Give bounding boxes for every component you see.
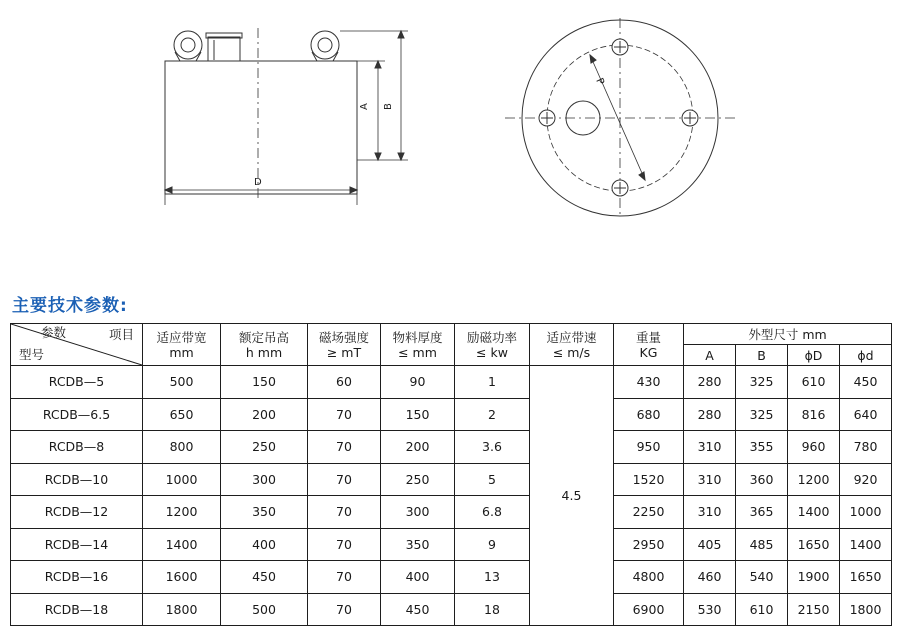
cell-field-strength: 70 bbox=[308, 431, 381, 464]
cell-dim-outer-diameter: 1650 bbox=[788, 528, 840, 561]
cell-weight: 2950 bbox=[614, 528, 684, 561]
cell-rated-height: 500 bbox=[221, 593, 308, 626]
header-dim-b: B bbox=[736, 345, 788, 366]
cell-dim-outer-diameter: 1400 bbox=[788, 496, 840, 529]
cell-model: RCDB—8 bbox=[11, 431, 143, 464]
cell-excitation-power: 6.8 bbox=[455, 496, 530, 529]
cell-material-thickness: 350 bbox=[381, 528, 455, 561]
cell-dim-b: 325 bbox=[736, 366, 788, 399]
cell-material-thickness: 400 bbox=[381, 561, 455, 594]
cell-dim-outer-diameter: 816 bbox=[788, 398, 840, 431]
cell-dim-a: 280 bbox=[684, 366, 736, 399]
cell-field-strength: 60 bbox=[308, 366, 381, 399]
header-dim-outer-diameter: ϕD bbox=[788, 345, 840, 366]
cell-material-thickness: 200 bbox=[381, 431, 455, 464]
cell-rated-height: 450 bbox=[221, 561, 308, 594]
cell-dim-b: 360 bbox=[736, 463, 788, 496]
dim-label-d: D bbox=[254, 177, 262, 188]
cell-dim-b: 610 bbox=[736, 593, 788, 626]
spec-table bbox=[10, 323, 892, 626]
corner-label-params: 参数 bbox=[41, 325, 67, 340]
cell-dim-b: 355 bbox=[736, 431, 788, 464]
table-row bbox=[11, 366, 892, 399]
header-excitation-power: 励磁功率 ≤ kw bbox=[455, 324, 530, 366]
cell-model: RCDB—18 bbox=[11, 593, 143, 626]
cell-model: RCDB—16 bbox=[11, 561, 143, 594]
cell-dim-inner-diameter: 1650 bbox=[840, 561, 892, 594]
table-row bbox=[11, 463, 892, 496]
header-corner-cell bbox=[11, 324, 143, 366]
cell-dim-a: 280 bbox=[684, 398, 736, 431]
dim-label-b: B bbox=[383, 103, 394, 110]
table-row bbox=[11, 398, 892, 431]
cell-dim-inner-diameter: 1000 bbox=[840, 496, 892, 529]
cell-dim-inner-diameter: 1800 bbox=[840, 593, 892, 626]
cell-model: RCDB—14 bbox=[11, 528, 143, 561]
cell-material-thickness: 450 bbox=[381, 593, 455, 626]
cell-dim-outer-diameter: 1900 bbox=[788, 561, 840, 594]
cell-rated-height: 150 bbox=[221, 366, 308, 399]
cell-excitation-power: 5 bbox=[455, 463, 530, 496]
header-belt-width: 适应带宽 mm bbox=[143, 324, 221, 366]
cell-weight: 1520 bbox=[614, 463, 684, 496]
header-material-thickness: 物料厚度 ≤ mm bbox=[381, 324, 455, 366]
cell-rated-height: 300 bbox=[221, 463, 308, 496]
front-view-drawing bbox=[505, 18, 735, 218]
section-title: 主要技术参数: bbox=[12, 296, 128, 316]
dim-label-a: A bbox=[359, 103, 370, 110]
cell-excitation-power: 18 bbox=[455, 593, 530, 626]
cell-model: RCDB—5 bbox=[11, 366, 143, 399]
cell-weight: 4800 bbox=[614, 561, 684, 594]
cell-material-thickness: 150 bbox=[381, 398, 455, 431]
header-dimensions-group: 外型尺寸 mm bbox=[684, 324, 892, 345]
cell-weight: 430 bbox=[614, 366, 684, 399]
cell-rated-height: 200 bbox=[221, 398, 308, 431]
technical-drawings bbox=[0, 0, 900, 230]
table-row bbox=[11, 528, 892, 561]
header-dim-inner-diameter: ϕd bbox=[840, 345, 892, 366]
header-field-strength: 磁场强度 ≥ mT bbox=[308, 324, 381, 366]
cell-field-strength: 70 bbox=[308, 528, 381, 561]
cell-dim-inner-diameter: 780 bbox=[840, 431, 892, 464]
cell-field-strength: 70 bbox=[308, 593, 381, 626]
cell-dim-outer-diameter: 610 bbox=[788, 366, 840, 399]
cell-weight: 2250 bbox=[614, 496, 684, 529]
cell-dim-inner-diameter: 640 bbox=[840, 398, 892, 431]
dim-label-p: P bbox=[593, 76, 606, 87]
cell-excitation-power: 9 bbox=[455, 528, 530, 561]
cell-belt-width: 1600 bbox=[143, 561, 221, 594]
cell-dim-a: 310 bbox=[684, 463, 736, 496]
cell-excitation-power: 3.6 bbox=[455, 431, 530, 464]
cell-model: RCDB—6.5 bbox=[11, 398, 143, 431]
table-row bbox=[11, 561, 892, 594]
cell-field-strength: 70 bbox=[308, 398, 381, 431]
cell-dim-inner-diameter: 450 bbox=[840, 366, 892, 399]
cell-dim-inner-diameter: 1400 bbox=[840, 528, 892, 561]
cell-dim-a: 530 bbox=[684, 593, 736, 626]
cell-rated-height: 350 bbox=[221, 496, 308, 529]
spec-table-body bbox=[11, 366, 892, 626]
cell-material-thickness: 300 bbox=[381, 496, 455, 529]
header-belt-speed: 适应带速 ≤ m/s bbox=[530, 324, 614, 366]
cell-belt-width: 650 bbox=[143, 398, 221, 431]
table-row bbox=[11, 431, 892, 464]
cell-weight: 6900 bbox=[614, 593, 684, 626]
cell-weight: 680 bbox=[614, 398, 684, 431]
cell-belt-width: 500 bbox=[143, 366, 221, 399]
cell-belt-speed: 4.5 bbox=[530, 366, 614, 626]
cell-material-thickness: 90 bbox=[381, 366, 455, 399]
header-rated-height: 额定吊高 h mm bbox=[221, 324, 308, 366]
corner-label-item: 项目 bbox=[108, 327, 134, 342]
cell-belt-width: 1200 bbox=[143, 496, 221, 529]
cell-excitation-power: 1 bbox=[455, 366, 530, 399]
cell-dim-a: 405 bbox=[684, 528, 736, 561]
cell-belt-width: 800 bbox=[143, 431, 221, 464]
cell-dim-outer-diameter: 960 bbox=[788, 431, 840, 464]
cell-field-strength: 70 bbox=[308, 463, 381, 496]
cell-dim-a: 460 bbox=[684, 561, 736, 594]
cell-model: RCDB—12 bbox=[11, 496, 143, 529]
cell-dim-a: 310 bbox=[684, 496, 736, 529]
header-weight: 重量 KG bbox=[614, 324, 684, 366]
cell-belt-width: 1000 bbox=[143, 463, 221, 496]
cell-dim-b: 325 bbox=[736, 398, 788, 431]
cell-dim-a: 310 bbox=[684, 431, 736, 464]
cell-rated-height: 250 bbox=[221, 431, 308, 464]
cell-field-strength: 70 bbox=[308, 496, 381, 529]
cell-material-thickness: 250 bbox=[381, 463, 455, 496]
table-row bbox=[11, 593, 892, 626]
corner-label-model: 型号 bbox=[19, 347, 45, 362]
cell-rated-height: 400 bbox=[221, 528, 308, 561]
cell-dim-b: 485 bbox=[736, 528, 788, 561]
cell-belt-width: 1400 bbox=[143, 528, 221, 561]
cell-dim-b: 365 bbox=[736, 496, 788, 529]
cell-excitation-power: 2 bbox=[455, 398, 530, 431]
header-dim-a: A bbox=[684, 345, 736, 366]
cell-model: RCDB—10 bbox=[11, 463, 143, 496]
cell-dim-outer-diameter: 2150 bbox=[788, 593, 840, 626]
cell-dim-inner-diameter: 920 bbox=[840, 463, 892, 496]
table-row bbox=[11, 496, 892, 529]
cell-excitation-power: 13 bbox=[455, 561, 530, 594]
cell-field-strength: 70 bbox=[308, 561, 381, 594]
cell-dim-b: 540 bbox=[736, 561, 788, 594]
cell-belt-width: 1800 bbox=[143, 593, 221, 626]
cell-dim-outer-diameter: 1200 bbox=[788, 463, 840, 496]
cell-weight: 950 bbox=[614, 431, 684, 464]
side-view-drawing bbox=[165, 28, 408, 205]
